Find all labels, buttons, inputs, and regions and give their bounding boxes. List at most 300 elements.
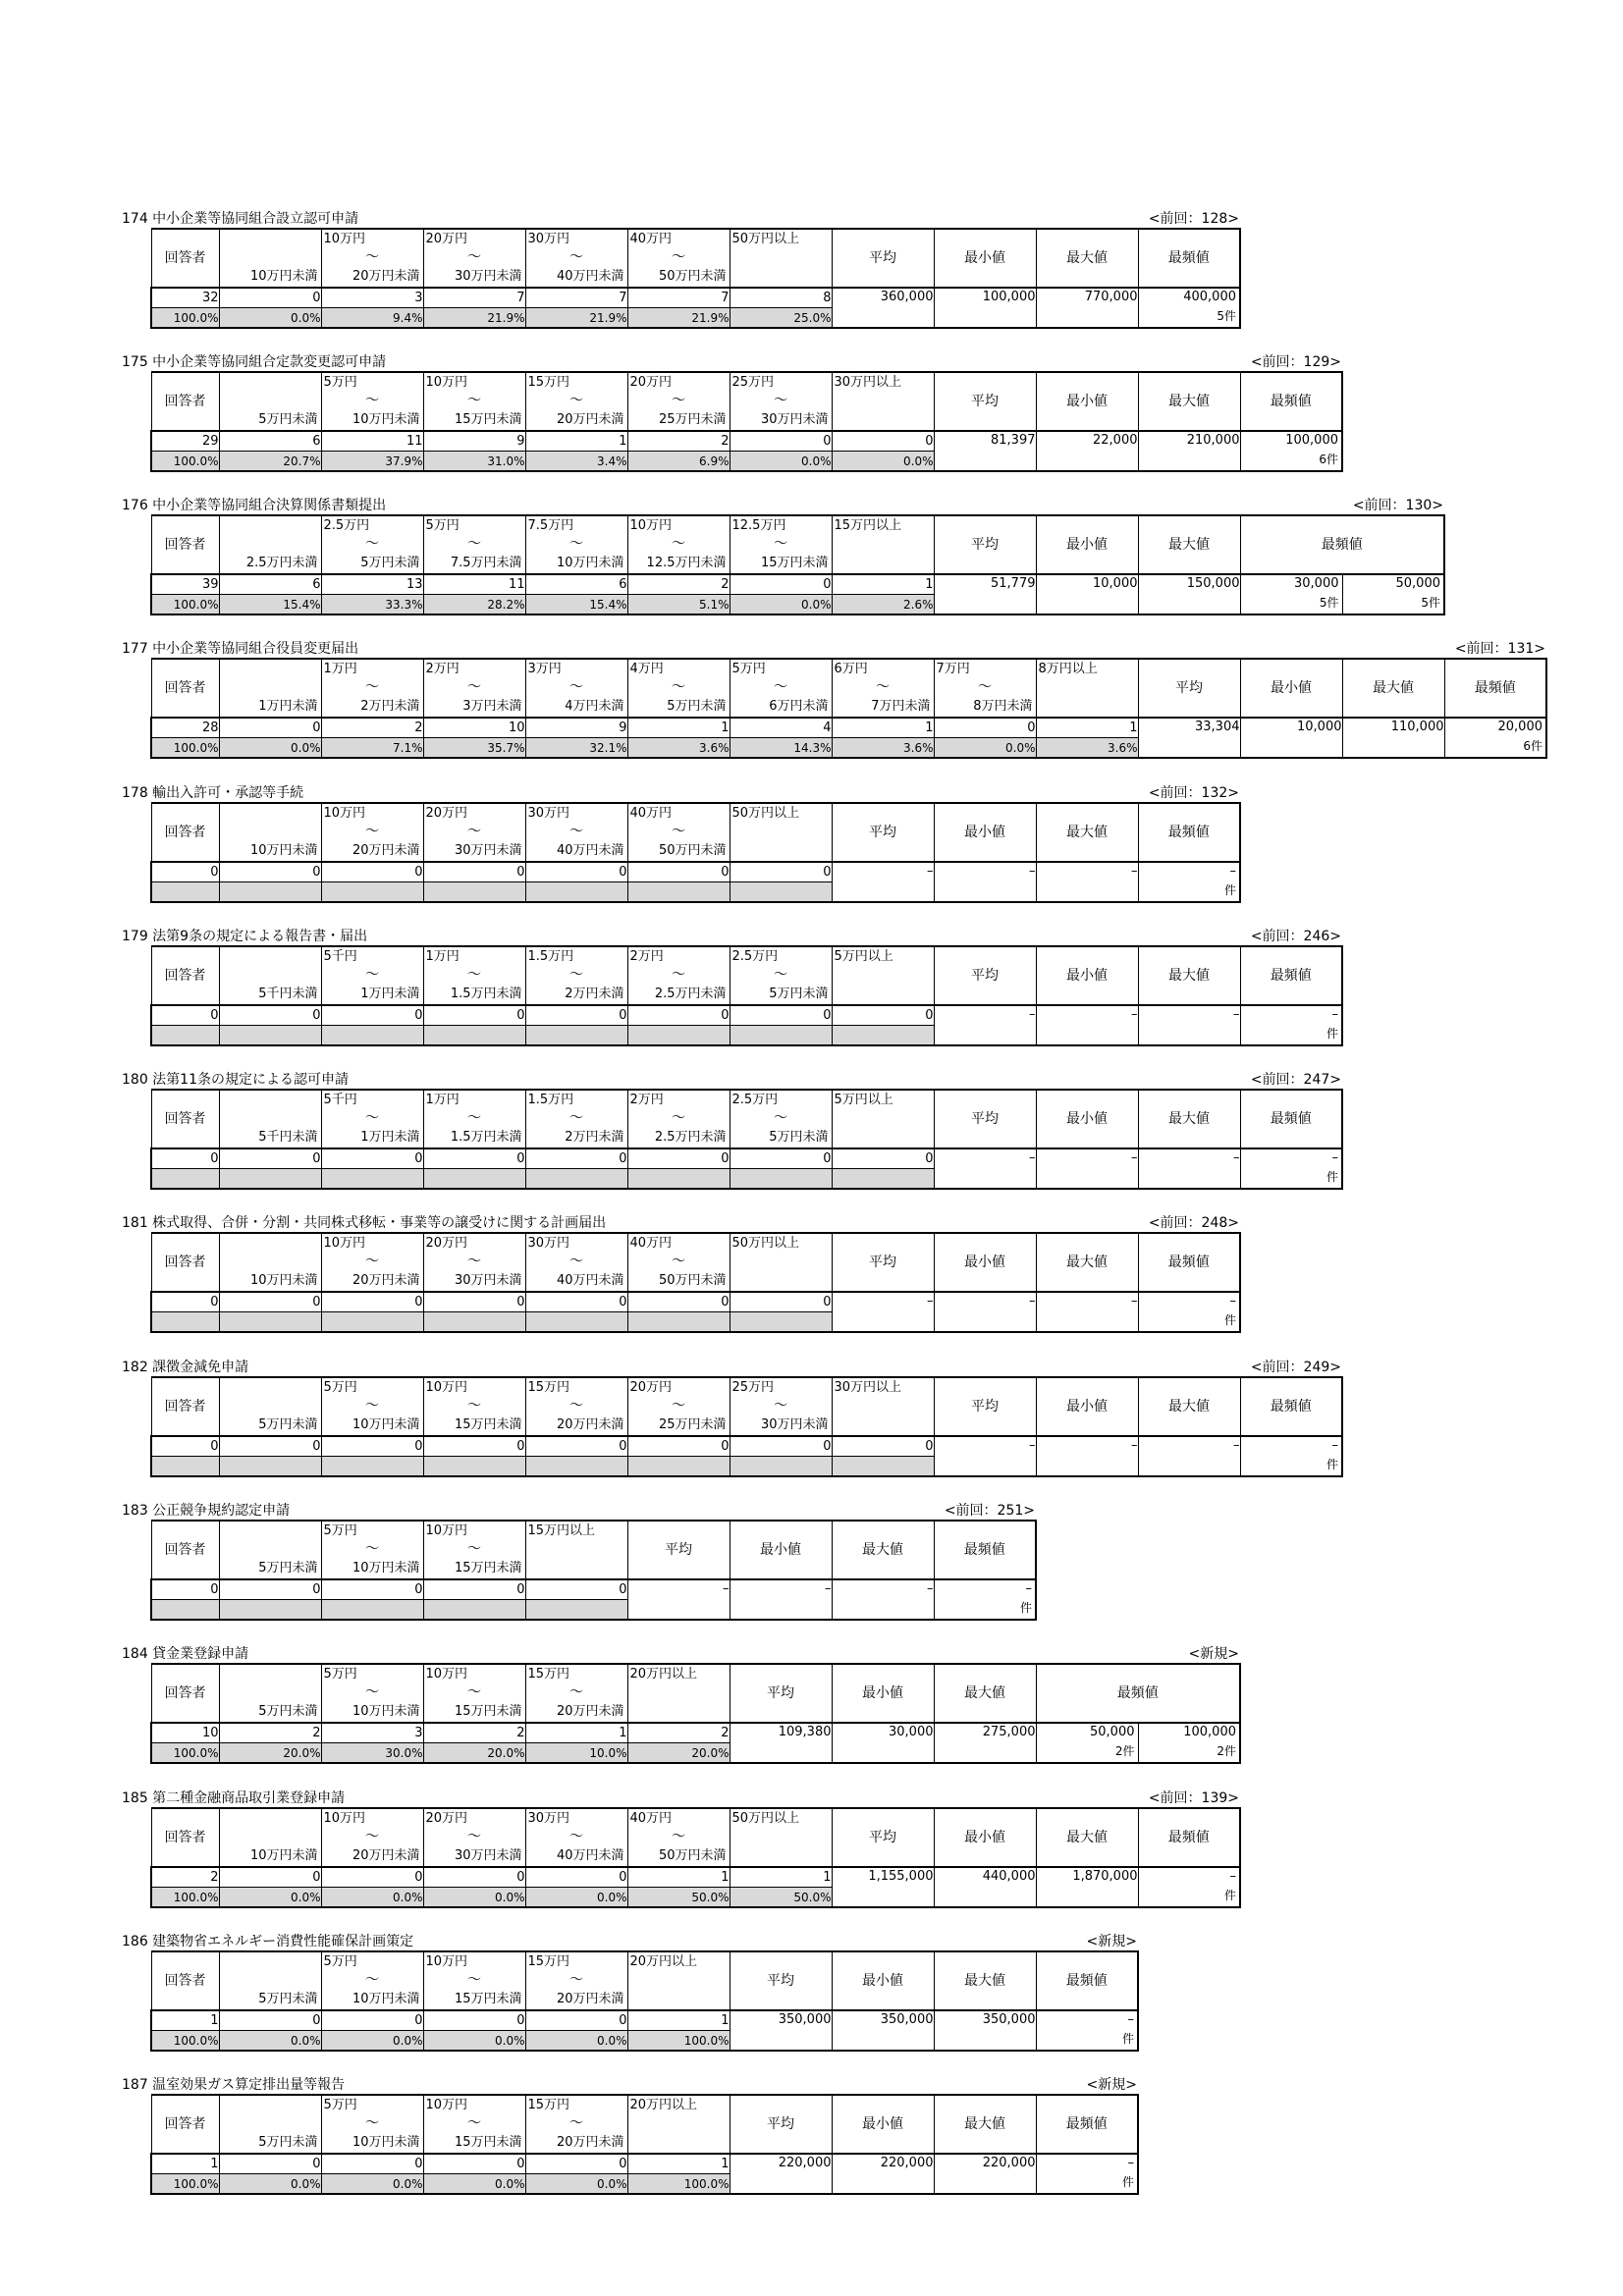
range-percent: 0.0%: [219, 1888, 321, 1908]
range-tilde: ～: [569, 1684, 583, 1700]
respondent-percent: 100.0%: [151, 738, 219, 759]
survey-table: [150, 802, 1241, 903]
range-count: 2: [219, 1723, 321, 1743]
range-lower-bound: 10万円: [425, 1380, 468, 1395]
minimum-header: 最小値: [934, 803, 1036, 862]
range-header: [627, 229, 730, 288]
maximum-header: 最大値: [1036, 803, 1138, 862]
range-percent: [423, 1600, 525, 1621]
survey-block-174: [122, 210, 1241, 329]
range-percent: 30.0%: [321, 1743, 423, 1764]
range-upper-bound: 30万円未満: [454, 1848, 522, 1863]
maximum-value: –: [1138, 1436, 1240, 1476]
range-percent: [321, 1457, 423, 1477]
minimum-value: –: [934, 862, 1036, 902]
header-row: [151, 1951, 1138, 2010]
range-lower-bound: 20万円: [425, 1811, 468, 1826]
range-header: [525, 946, 627, 1005]
survey-table: [150, 371, 1343, 472]
range-percent: 15.4%: [219, 595, 321, 615]
range-lower-bound: 5万円: [323, 1523, 357, 1538]
range-header: [730, 372, 832, 431]
range-tilde: ～: [672, 249, 685, 265]
range-count: 0: [525, 2010, 627, 2031]
range-header: [627, 1808, 730, 1867]
range-count: 6: [219, 431, 321, 452]
range-header: [321, 1233, 423, 1292]
range-tilde: ～: [774, 967, 787, 983]
range-percent: [423, 1026, 525, 1046]
range-header: [321, 1377, 423, 1436]
range-upper-bound: 20万円未満: [352, 843, 420, 858]
survey-table: [150, 1520, 1037, 1621]
range-tilde: ～: [569, 1829, 583, 1844]
range-tilde: ～: [978, 679, 992, 695]
range-header: [525, 1808, 627, 1867]
respondent-percent: [151, 882, 219, 903]
range-tilde: ～: [672, 1254, 685, 1269]
range-upper-bound: 12.5万円未満: [646, 556, 727, 570]
range-upper-bound: 20万円未満: [556, 2135, 624, 2150]
range-percent: 14.3%: [730, 738, 832, 759]
range-count: 3: [321, 288, 423, 308]
range-tilde: ～: [467, 2115, 481, 2131]
respondent-count: 1: [151, 2154, 219, 2174]
range-lower-bound: 25万円: [731, 375, 775, 390]
range-header: [525, 1377, 627, 1436]
range-lower-bound: 3万円: [527, 662, 562, 676]
range-lower-bound: 15万円: [527, 1380, 570, 1395]
average-header: 平均: [934, 1090, 1036, 1148]
range-header: [423, 1808, 525, 1867]
range-percent: 2.6%: [832, 595, 934, 615]
range-upper-bound: 5万円未満: [769, 1130, 829, 1145]
range-upper-bound: 10万円未満: [352, 2135, 420, 2150]
mode-count: 5件: [1217, 309, 1236, 323]
survey-title: 181 株式取得、合併・分割・共同株式移転・事業等の譲受けに関する計画届出: [122, 1215, 607, 1231]
mode-count: 件: [1223, 1313, 1236, 1327]
count-row: [151, 1723, 1240, 1743]
range-header: [627, 1090, 730, 1148]
minimum-value: 22,000: [1036, 431, 1138, 471]
range-header: [730, 1090, 832, 1148]
range-header: [423, 1233, 525, 1292]
range-header: [730, 515, 832, 574]
range-upper-bound: 50万円未満: [658, 269, 727, 284]
survey-table: [150, 1376, 1343, 1477]
range-header: [627, 946, 730, 1005]
range-count: 0: [423, 1148, 525, 1169]
previous-reference: <前回：132>: [1148, 785, 1239, 801]
minimum-header: 最小値: [934, 1233, 1036, 1292]
mode-count: 2件: [1217, 1744, 1236, 1758]
range-count: 0: [832, 1436, 934, 1457]
range-percent: [219, 1312, 321, 1333]
range-percent: 0.0%: [321, 2031, 423, 2052]
mode-count: 件: [1325, 1458, 1338, 1471]
range-tilde: ～: [569, 679, 583, 695]
respondent-percent: 100.0%: [151, 595, 219, 615]
range-percent: [525, 1457, 627, 1477]
range-count: 7: [525, 288, 627, 308]
range-count: 0: [525, 1148, 627, 1169]
range-percent: 0.0%: [832, 452, 934, 472]
mode-count: 6件: [1523, 739, 1542, 753]
range-percent: [219, 1457, 321, 1477]
range-percent: 21.9%: [525, 308, 627, 329]
range-header: [525, 659, 627, 718]
range-header: [321, 372, 423, 431]
average-header: 平均: [1138, 659, 1240, 718]
range-lower-bound: 5千円: [323, 949, 357, 964]
range-percent: [730, 882, 832, 903]
range-tilde: ～: [672, 1829, 685, 1844]
range-lower-bound: 2万円: [425, 662, 460, 676]
range-percent: 3.6%: [1036, 738, 1138, 759]
range-percent: 33.3%: [321, 595, 423, 615]
range-lower-bound: 2.5万円: [731, 1093, 779, 1107]
mode-value: –: [1331, 1150, 1338, 1165]
range-count: 0: [321, 1436, 423, 1457]
range-lower-bound: 2万円: [629, 1093, 664, 1107]
range-tilde: ～: [672, 824, 685, 839]
range-lower-bound: 15万円以上: [834, 518, 902, 533]
survey-block-184: [122, 1645, 1241, 1764]
header-row: [151, 1521, 1036, 1579]
range-tilde: ～: [774, 536, 787, 552]
respondent-header: 回答者: [151, 2095, 219, 2154]
range-count: 0: [219, 1148, 321, 1169]
range-header: [423, 229, 525, 288]
range-header: [525, 1951, 627, 2010]
range-count: 0: [525, 1867, 627, 1888]
range-lower-bound: 50万円以上: [731, 232, 800, 246]
range-percent: 10.0%: [525, 1743, 627, 1764]
respondent-count: 28: [151, 718, 219, 738]
range-percent: 100.0%: [627, 2174, 730, 2195]
average-header: 平均: [730, 1951, 832, 2010]
range-lower-bound: 10万円: [425, 1954, 468, 1969]
mode-cell: [1138, 288, 1240, 328]
range-percent: [525, 1169, 627, 1190]
range-tilde: ～: [467, 249, 481, 265]
mode-header: 最頻値: [1240, 515, 1444, 574]
range-tilde: ～: [774, 1398, 787, 1414]
range-count: 0: [627, 1436, 730, 1457]
range-percent: [832, 1026, 934, 1046]
survey-title: 182 課徴金減免申請: [122, 1360, 249, 1375]
respondent-percent: 100.0%: [151, 2174, 219, 2195]
range-count: 0: [627, 1005, 730, 1026]
average-value: 109,380: [730, 1723, 832, 1763]
range-upper-bound: 30万円未満: [454, 1273, 522, 1288]
range-upper-bound: 20万円未満: [556, 412, 624, 427]
survey-header: [122, 1933, 1139, 1950]
range-percent: [730, 1312, 832, 1333]
range-count: 0: [219, 1005, 321, 1026]
previous-reference: <前回：249>: [1250, 1360, 1341, 1375]
range-tilde: ～: [672, 1110, 685, 1126]
range-header: [627, 372, 730, 431]
respondent-count: 0: [151, 1005, 219, 1026]
range-header: [423, 1521, 525, 1579]
range-tilde: ～: [774, 679, 787, 695]
range-upper-bound: 1万円未満: [258, 699, 318, 714]
range-percent: [423, 1457, 525, 1477]
minimum-header: 最小値: [730, 1521, 832, 1579]
range-upper-bound: 10万円未満: [352, 1561, 420, 1575]
range-lower-bound: 12.5万円: [731, 518, 786, 533]
range-header: [627, 1951, 730, 2010]
range-lower-bound: 7.5万円: [527, 518, 574, 533]
respondent-header: 回答者: [151, 1090, 219, 1148]
range-header: [525, 1233, 627, 1292]
survey-title: 186 建築物省エネルギー消費性能確保計画策定: [122, 1934, 414, 1949]
range-count: 0: [627, 1292, 730, 1312]
range-tilde: ～: [365, 1398, 379, 1414]
range-header: [423, 659, 525, 718]
minimum-header: 最小値: [832, 1664, 934, 1723]
survey-block-176: [122, 497, 1445, 615]
average-header: 平均: [627, 1521, 730, 1579]
previous-reference: <前回：131>: [1454, 641, 1545, 657]
minimum-value: –: [1036, 1436, 1138, 1476]
maximum-value: 110,000: [1342, 718, 1444, 758]
range-count: 0: [423, 1292, 525, 1312]
minimum-header: 最小値: [1240, 659, 1342, 718]
range-percent: 28.2%: [423, 595, 525, 615]
minimum-header: 最小値: [1036, 1377, 1138, 1436]
range-percent: [627, 882, 730, 903]
header-row: [151, 1377, 1342, 1436]
range-header: [321, 515, 423, 574]
range-count: 0: [730, 574, 832, 595]
range-upper-bound: 50万円未満: [658, 843, 727, 858]
range-count: 0: [832, 1005, 934, 1026]
range-count: 0: [321, 2154, 423, 2174]
respondent-count: 10: [151, 1723, 219, 1743]
survey-block-187: [122, 2076, 1139, 2195]
header-row: [151, 803, 1240, 862]
range-count: 0: [730, 1292, 832, 1312]
range-count: 2: [321, 718, 423, 738]
range-count: 3: [321, 1723, 423, 1743]
maximum-value: –: [1036, 1292, 1138, 1332]
mode-count: 6件: [1319, 453, 1338, 466]
range-count: 1: [730, 1867, 832, 1888]
maximum-header: 最大値: [1138, 515, 1240, 574]
range-lower-bound: 20万円以上: [629, 1667, 698, 1682]
range-count: 0: [525, 1005, 627, 1026]
range-upper-bound: 6万円未満: [769, 699, 829, 714]
range-upper-bound: 10万円未満: [556, 556, 624, 570]
range-upper-bound: 20万円未満: [352, 1273, 420, 1288]
range-lower-bound: 20万円以上: [629, 1954, 698, 1969]
average-header: 平均: [832, 229, 934, 288]
range-tilde: ～: [467, 393, 481, 408]
range-lower-bound: 50万円以上: [731, 1811, 800, 1826]
mode-count: 件: [1325, 1170, 1338, 1184]
range-lower-bound: 5万円以上: [834, 949, 893, 964]
survey-title: 176 中小企業等協同組合決算関係書類提出: [122, 498, 387, 513]
range-percent: 6.9%: [627, 452, 730, 472]
range-percent: 0.0%: [934, 738, 1036, 759]
range-lower-bound: 5万円: [425, 518, 460, 533]
range-tilde: ～: [365, 249, 379, 265]
survey-block-185: [122, 1789, 1241, 1908]
average-value: –: [832, 862, 934, 902]
survey-title: 185 第二種金融商品取引業登録申請: [122, 1790, 346, 1806]
respondent-count: 0: [151, 862, 219, 882]
range-percent: 0.0%: [730, 595, 832, 615]
count-row: [151, 574, 1444, 595]
range-upper-bound: 7.5万円未満: [450, 556, 522, 570]
range-percent: 100.0%: [627, 2031, 730, 2052]
range-percent: 50.0%: [627, 1888, 730, 1908]
count-row: [151, 1292, 1240, 1312]
mode-header: 最頻値: [1138, 229, 1240, 288]
range-count: 0: [321, 1005, 423, 1026]
previous-reference: <新規>: [1086, 1934, 1137, 1949]
mode-header: 最頻値: [1036, 1951, 1138, 2010]
range-header: [525, 515, 627, 574]
range-lower-bound: 15万円: [527, 2098, 570, 2112]
survey-title: 175 中小企業等協同組合定款変更認可申請: [122, 354, 387, 370]
range-tilde: ～: [467, 967, 481, 983]
range-tilde: ～: [467, 1110, 481, 1126]
mode-cell: [1444, 718, 1546, 758]
range-count: 0: [730, 1005, 832, 1026]
mode-header: 最頻値: [1240, 946, 1342, 1005]
range-upper-bound: 40万円未満: [556, 843, 624, 858]
average-header: 平均: [832, 1233, 934, 1292]
range-count: 0: [627, 862, 730, 882]
header-row: [151, 515, 1444, 574]
range-tilde: ～: [467, 1541, 481, 1557]
range-percent: [219, 1026, 321, 1046]
previous-reference: <前回：139>: [1148, 1790, 1239, 1806]
range-lower-bound: 40万円: [629, 1236, 673, 1251]
maximum-value: –: [1138, 1005, 1240, 1045]
count-row: [151, 1436, 1342, 1457]
range-upper-bound: 4万円未満: [565, 699, 624, 714]
range-count: 0: [423, 862, 525, 882]
maximum-value: 1,870,000: [1036, 1867, 1138, 1907]
respondent-percent: [151, 1600, 219, 1621]
range-upper-bound: 10万円未満: [249, 1273, 318, 1288]
range-upper-bound: 10万円未満: [352, 1992, 420, 2006]
mode-count: 件: [1325, 1027, 1338, 1041]
range-count: 0: [832, 431, 934, 452]
range-header: [627, 1233, 730, 1292]
range-lower-bound: 50万円以上: [731, 806, 800, 821]
mode-cell: [1036, 2154, 1138, 2194]
range-percent: 21.9%: [627, 308, 730, 329]
range-tilde: ～: [569, 393, 583, 408]
range-tilde: ～: [467, 1829, 481, 1844]
range-count: 0: [730, 1148, 832, 1169]
count-row: [151, 862, 1240, 882]
range-count: 0: [321, 1292, 423, 1312]
range-header: [423, 946, 525, 1005]
range-tilde: ～: [365, 1254, 379, 1269]
range-upper-bound: 50万円未満: [658, 1273, 727, 1288]
range-percent: [832, 1457, 934, 1477]
survey-header: [122, 1359, 1343, 1376]
previous-reference: <前回：248>: [1148, 1215, 1239, 1231]
range-tilde: ～: [365, 679, 379, 695]
range-count: 0: [730, 431, 832, 452]
survey-table: [150, 2094, 1139, 2195]
range-count: 6: [525, 574, 627, 595]
header-row: [151, 372, 1342, 431]
previous-reference: <新規>: [1086, 2077, 1137, 2093]
range-header: [832, 659, 934, 718]
survey-table: [150, 1807, 1241, 1908]
count-row: [151, 1005, 1342, 1026]
average-header: 平均: [730, 1664, 832, 1723]
range-count: 0: [219, 1292, 321, 1312]
range-percent: 0.0%: [321, 1888, 423, 1908]
minimum-value: 440,000: [934, 1867, 1036, 1907]
range-header: [321, 1951, 423, 2010]
respondent-percent: 100.0%: [151, 2031, 219, 2052]
range-count: 1: [627, 2010, 730, 2031]
range-header: [730, 229, 832, 288]
range-upper-bound: 15万円未満: [760, 556, 829, 570]
range-percent: 32.1%: [525, 738, 627, 759]
average-value: 1,155,000: [832, 1867, 934, 1907]
average-header: 平均: [832, 1808, 934, 1867]
range-lower-bound: 10万円: [425, 1523, 468, 1538]
range-percent: 20.0%: [423, 1743, 525, 1764]
range-upper-bound: 15万円未満: [454, 412, 522, 427]
respondent-header: 回答者: [151, 1808, 219, 1867]
range-count: 13: [321, 574, 423, 595]
respondent-count: 2: [151, 1867, 219, 1888]
range-lower-bound: 5万円: [323, 375, 357, 390]
mode-value: 100,000: [1183, 1725, 1236, 1739]
maximum-header: 最大値: [832, 1521, 934, 1579]
range-header: [832, 1090, 934, 1148]
respondent-percent: [151, 1169, 219, 1190]
maximum-header: 最大値: [934, 2095, 1036, 2154]
average-value: 81,397: [934, 431, 1036, 471]
range-tilde: ～: [365, 536, 379, 552]
range-percent: [627, 1169, 730, 1190]
respondent-count: 32: [151, 288, 219, 308]
range-percent: 21.9%: [423, 308, 525, 329]
range-upper-bound: 3万円未満: [462, 699, 522, 714]
range-tilde: ～: [569, 967, 583, 983]
range-upper-bound: 40万円未満: [556, 1848, 624, 1863]
range-header: [321, 1521, 423, 1579]
range-lower-bound: 10万円: [323, 806, 366, 821]
range-header: [730, 659, 832, 718]
range-percent: [423, 1312, 525, 1333]
maximum-value: –: [1138, 1148, 1240, 1189]
survey-header: [122, 497, 1445, 514]
range-header: [525, 229, 627, 288]
maximum-header: 最大値: [1138, 946, 1240, 1005]
maximum-header: 最大値: [1036, 229, 1138, 288]
range-header: [219, 1521, 321, 1579]
range-count: 1: [627, 1867, 730, 1888]
range-count: 0: [627, 1148, 730, 1169]
range-lower-bound: 5万円: [323, 1667, 357, 1682]
average-header: 平均: [730, 2095, 832, 2154]
range-upper-bound: 20万円未満: [352, 1848, 420, 1863]
